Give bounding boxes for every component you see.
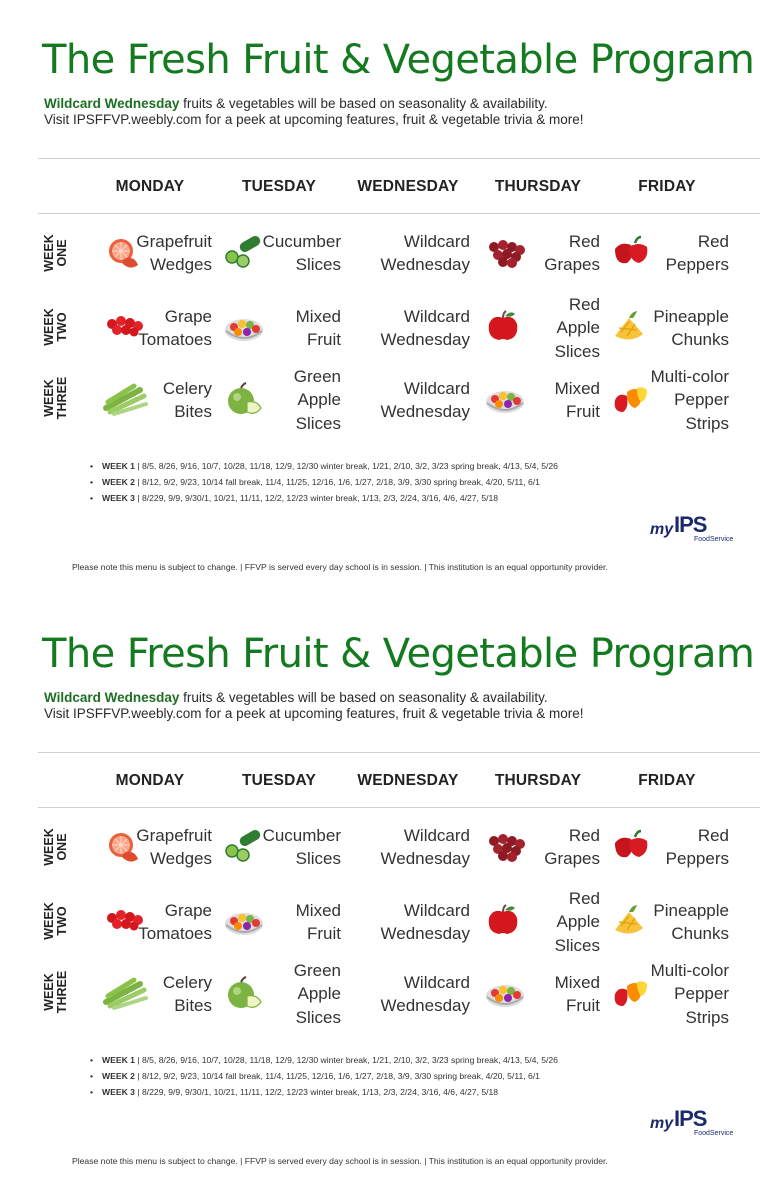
- week-date-values: | 8/229, 9/9, 9/30/1, 10/21, 11/11, 12/2, 12/23 winter break, 1/13, 2/3, 2/24, 3/16, 4/6, 4/27, 5/18: [134, 493, 499, 503]
- menu-item-line: Pineapple: [653, 306, 729, 326]
- intro-rest: fruits & vegetables will be based on seasonality & availability.: [179, 690, 548, 705]
- week-date-item: [90, 490, 558, 506]
- week-date-label: WEEK 3: [102, 493, 135, 503]
- menu-item-line: Apple: [297, 984, 341, 1004]
- menu-item-line: Wildcard: [403, 231, 470, 251]
- menu-item-line: Apple: [297, 390, 341, 410]
- footer-note: Please note this menu is subject to change. | FFVP is served every day school is in session. | This institution is an equal opportunity provider.: [72, 562, 608, 572]
- menu-item: [340, 377, 470, 424]
- menu-item-line: Mixed: [554, 378, 600, 398]
- menu-item-line: Grapefruit: [136, 231, 212, 251]
- menu-item-line: Green: [293, 366, 341, 386]
- intro-rest: fruits & vegetables will be based on seasonality & availability.: [179, 96, 548, 111]
- green-apple-icon: [223, 976, 265, 1017]
- menu-item-line: Peppers: [665, 849, 729, 868]
- week-label-word: WEEK: [42, 902, 56, 940]
- menu-item-line: Slices: [295, 255, 341, 274]
- menu-item-line: Pineapple: [653, 900, 729, 920]
- week-date-item: [90, 458, 558, 474]
- menu-item-line: Tomatoes: [138, 330, 212, 349]
- menu-item: [340, 899, 470, 946]
- menu-item-line: Apple: [556, 912, 600, 932]
- day-header-tuesday: TUESDAY: [241, 772, 317, 789]
- menu-item-line: Mixed: [295, 306, 341, 326]
- header-bottom-rule: [38, 213, 760, 214]
- menu-item-line: Green: [293, 960, 341, 980]
- menu-item: [340, 824, 470, 871]
- menu-item-line: Strips: [685, 1007, 729, 1027]
- menu-item: [82, 305, 212, 352]
- week-date-label: WEEK 2: [102, 1071, 135, 1081]
- menu-item-line: Grapes: [544, 255, 600, 274]
- logo-ips: IPS: [674, 512, 707, 537]
- menu-item-line: Slices: [295, 1007, 341, 1027]
- week-label-word: WEEK: [42, 379, 56, 417]
- week-date-values: | 8/229, 9/9, 9/30/1, 10/21, 11/11, 12/2, 12/23 winter break, 1/13, 2/3, 2/24, 3/16, 4/6, 4/27, 5/18: [134, 1087, 499, 1097]
- celery-icon: [104, 976, 146, 1017]
- week-date-values: | 8/12, 9/2, 9/23, 10/14 fall break, 11/4, 11/25, 12/16, 1/6, 1/27, 2/18, 3/9, 3/30 spring break, 4/20, 5/11, 6/1: [134, 477, 540, 487]
- fruit-bowl-icon: [484, 382, 526, 423]
- menu-item-line: Fruit: [307, 330, 341, 349]
- week-date-list: [90, 458, 558, 506]
- menu-item-line: Grapes: [544, 849, 600, 868]
- menu-item-line: Celery: [162, 378, 212, 398]
- menu-item-line: Slices: [554, 935, 600, 955]
- intro-line-2: Visit IPSFFVP.weebly.com for a peek at upcoming features, fruit & vegetable trivia & more!: [44, 112, 584, 127]
- menu-item-line: Wednesday: [380, 330, 470, 349]
- menu-item-line: Multi-color: [650, 960, 729, 980]
- day-header-monday: MONDAY: [115, 772, 185, 789]
- multicolor-pepper-icon: [611, 382, 653, 423]
- menu-item: [82, 377, 212, 424]
- logo-foodservice: FoodService: [694, 536, 734, 543]
- menu-item-line: Red: [697, 825, 729, 845]
- menu-item-line: Apple: [556, 318, 600, 338]
- logo-ips: IPS: [674, 1106, 707, 1131]
- week-label-number: TWO: [55, 906, 69, 936]
- week-date-values: | 8/5, 8/26, 9/16, 10/7, 10/28, 11/18, 12/9, 12/30 winter break, 1/21, 2/10, 3/2, 3/23 spring break, 4/13, 5/4, 5/26: [134, 1055, 558, 1065]
- header-top-rule: [38, 158, 760, 159]
- menu-item-line: Chunks: [671, 330, 729, 349]
- week-label-text: [43, 828, 69, 866]
- week-label-number: THREE: [55, 970, 69, 1014]
- red-grapes-icon: [484, 829, 526, 870]
- menu-item-line: Cucumber: [262, 825, 341, 845]
- menu-item-line: Red: [568, 888, 600, 908]
- week-date-label: WEEK 3: [102, 1087, 135, 1097]
- logo-foodservice: FoodService: [694, 1130, 734, 1137]
- red-pepper-icon: [611, 829, 653, 870]
- menu-item-line: Fruit: [307, 924, 341, 943]
- week-label-text: [43, 971, 69, 1013]
- header-bottom-rule: [38, 807, 760, 808]
- menu-item-line: Wednesday: [380, 924, 470, 943]
- flyer-bottom: [0, 594, 768, 1188]
- green-apple-icon: [223, 382, 265, 423]
- week-label-text: [43, 308, 69, 346]
- menu-item: [340, 305, 470, 352]
- menu-item-line: Wildcard: [403, 972, 470, 992]
- week-date-item: [90, 1068, 558, 1084]
- day-header-thursday: THURSDAY: [494, 772, 582, 789]
- week-date-label: WEEK 1: [102, 461, 135, 471]
- program-title: The Fresh Fruit & Vegetable Program: [42, 37, 755, 83]
- week-label-number: TWO: [55, 312, 69, 342]
- week-date-values: | 8/5, 8/26, 9/16, 10/7, 10/28, 11/18, 12/9, 12/30 winter break, 1/21, 2/10, 3/2, 3/23 spring break, 4/13, 5/4, 5/26: [134, 461, 558, 471]
- menu-item-line: Grape: [164, 900, 212, 920]
- week-date-item: [90, 1052, 558, 1068]
- grapefruit-icon: [104, 829, 146, 870]
- menu-item-line: Pepper: [674, 390, 729, 410]
- red-pepper-icon: [611, 235, 653, 276]
- week-date-values: | 8/12, 9/2, 9/23, 10/14 fall break, 11/4, 11/25, 12/16, 1/6, 1/27, 2/18, 3/9, 3/30 spring break, 4/20, 5/11, 6/1: [134, 1071, 540, 1081]
- day-header-friday: FRIDAY: [638, 178, 696, 195]
- header-top-rule: [38, 752, 760, 753]
- fruit-bowl-icon: [484, 976, 526, 1017]
- menu-item-line: Red: [697, 231, 729, 251]
- menu-item-line: Cucumber: [262, 231, 341, 251]
- week-date-item: [90, 1084, 558, 1100]
- menu-item-line: Grape: [164, 306, 212, 326]
- myips-foodservice-logo: [650, 512, 734, 550]
- wildcard-highlight: Wildcard Wednesday: [44, 690, 180, 705]
- celery-icon: [104, 382, 146, 423]
- menu-item-line: Tomatoes: [138, 924, 212, 943]
- week-label-number: ONE: [55, 833, 69, 861]
- myips-foodservice-logo: [650, 1106, 734, 1144]
- week-label-number: THREE: [55, 376, 69, 420]
- menu-item-line: Grapefruit: [136, 825, 212, 845]
- menu-item: [340, 971, 470, 1018]
- grape-tomatoes-icon: [104, 310, 146, 351]
- menu-item: [340, 230, 470, 277]
- menu-item-line: Wildcard: [403, 378, 470, 398]
- menu-item-line: Wildcard: [403, 306, 470, 326]
- menu-item-line: Wedges: [149, 849, 212, 868]
- day-header-wednesday: WEDNESDAY: [357, 772, 459, 789]
- pineapple-icon: [611, 904, 653, 945]
- grapefruit-icon: [104, 235, 146, 276]
- red-apple-icon: [484, 904, 526, 945]
- menu-item-line: Fruit: [566, 402, 600, 421]
- menu-item-line: Chunks: [671, 924, 729, 943]
- menu-item: [82, 899, 212, 946]
- cucumber-icon: [223, 235, 265, 276]
- menu-item: [82, 971, 212, 1018]
- menu-item-line: Wednesday: [380, 255, 470, 274]
- day-header-wednesday: WEDNESDAY: [357, 178, 459, 195]
- week-label-text: [43, 234, 69, 272]
- menu-item-line: Slices: [554, 341, 600, 361]
- menu-item-line: Bites: [174, 402, 212, 421]
- week-label-word: WEEK: [42, 973, 56, 1011]
- menu-item-line: Slices: [295, 413, 341, 433]
- cucumber-icon: [223, 829, 265, 870]
- week-date-list: [90, 1052, 558, 1100]
- menu-item-line: Multi-color: [650, 366, 729, 386]
- multicolor-pepper-icon: [611, 976, 653, 1017]
- pineapple-icon: [611, 310, 653, 351]
- day-header-tuesday: TUESDAY: [241, 178, 317, 195]
- menu-item-line: Mixed: [554, 972, 600, 992]
- menu-item-line: Fruit: [566, 996, 600, 1015]
- fruit-bowl-icon: [223, 904, 265, 945]
- week-label-text: [43, 377, 69, 419]
- day-header-monday: MONDAY: [115, 178, 185, 195]
- menu-item-line: Wednesday: [380, 996, 470, 1015]
- intro-line-1: [44, 96, 548, 112]
- wildcard-highlight: Wildcard Wednesday: [44, 96, 180, 111]
- red-apple-icon: [484, 310, 526, 351]
- week-date-item: [90, 474, 558, 490]
- menu-item: [82, 230, 212, 277]
- week-label-word: WEEK: [42, 234, 56, 272]
- menu-item-line: Wildcard: [403, 900, 470, 920]
- intro-line-1: [44, 690, 548, 706]
- menu-item-line: Mixed: [295, 900, 341, 920]
- red-grapes-icon: [484, 235, 526, 276]
- menu-item-line: Pepper: [674, 984, 729, 1004]
- week-label-number: ONE: [55, 239, 69, 267]
- menu-item-line: Peppers: [665, 255, 729, 274]
- week-label-word: WEEK: [42, 828, 56, 866]
- menu-item-line: Wildcard: [403, 825, 470, 845]
- menu-item-line: Red: [568, 294, 600, 314]
- menu-item-line: Red: [568, 231, 600, 251]
- program-title: The Fresh Fruit & Vegetable Program: [42, 631, 755, 677]
- menu-item-line: Strips: [685, 413, 729, 433]
- menu-item-line: Celery: [162, 972, 212, 992]
- menu-item-line: Wednesday: [380, 849, 470, 868]
- logo-my: my: [650, 1115, 674, 1132]
- menu-item-line: Bites: [174, 996, 212, 1015]
- week-date-label: WEEK 1: [102, 1055, 135, 1065]
- menu-item-line: Wedges: [149, 255, 212, 274]
- menu-item-line: Red: [568, 825, 600, 845]
- day-header-friday: FRIDAY: [638, 772, 696, 789]
- day-header-thursday: THURSDAY: [494, 178, 582, 195]
- footer-note: Please note this menu is subject to change. | FFVP is served every day school is in session. | This institution is an equal opportunity provider.: [72, 1156, 608, 1166]
- menu-item-line: Wednesday: [380, 402, 470, 421]
- fruit-bowl-icon: [223, 310, 265, 351]
- week-date-label: WEEK 2: [102, 477, 135, 487]
- menu-item-line: Slices: [295, 849, 341, 868]
- menu-item: [82, 824, 212, 871]
- week-label-text: [43, 902, 69, 940]
- grape-tomatoes-icon: [104, 904, 146, 945]
- intro-line-2: Visit IPSFFVP.weebly.com for a peek at upcoming features, fruit & vegetable trivia & more!: [44, 706, 584, 721]
- week-label-word: WEEK: [42, 308, 56, 346]
- logo-my: my: [650, 521, 674, 538]
